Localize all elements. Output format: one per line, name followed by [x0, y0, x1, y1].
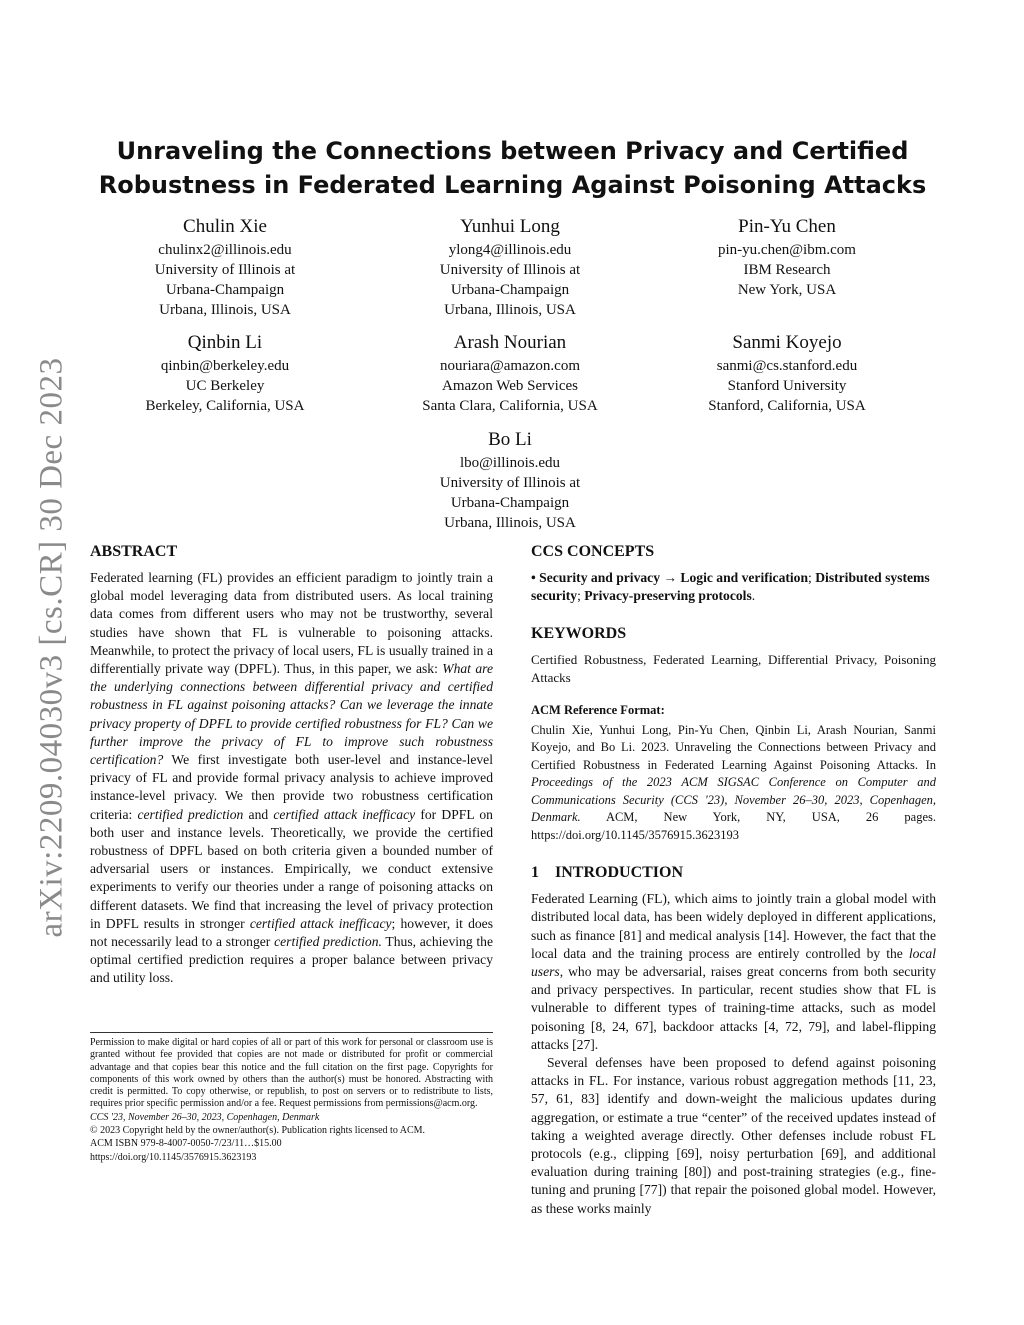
- author-name: Bo Li: [488, 429, 532, 450]
- author-email: lbo@illinois.edu: [459, 455, 561, 471]
- acm-reference-heading: ACM Reference Format:: [531, 703, 665, 718]
- author-name: Sanmi Koyejo: [732, 332, 842, 353]
- author-card: [90, 214, 360, 320]
- doi-link[interactable]: https://doi.org/10.1145/3576915.3623193: [90, 1151, 257, 1163]
- acm-reference-text: Chulin Xie, Yunhui Long, Pin-Yu Chen, Qinbin Li, Arash Nourian, Sanmi Koyejo, and Bo Li. 2023. Unraveling the Connections between Privacy and Certified Robustness in Federated Learning Against Poisoning Attacks. In Proceedings of the 2023 ACM SIGSAC Conference on Computer and Communications Security (CCS '23), November 26–30, 2023, Copenhagen, Denmark. ACM, New York, NY, USA, 26 pages. https://doi.org/10.1145/3576915.3623193: [531, 722, 936, 842]
- author-affiliation: Stanford University: [727, 378, 847, 394]
- isbn-line: ACM ISBN 979-8-4007-0050-7/23/11…$15.00: [90, 1138, 282, 1150]
- author-affiliation: Urbana-Champaign: [450, 495, 570, 511]
- author-name: Pin-Yu Chen: [738, 216, 836, 237]
- keywords-text: Certified Robustness, Federated Learning, Differential Privacy, Poisoning Attacks: [531, 652, 936, 686]
- keywords-section: [531, 623, 936, 687]
- author-affiliation: Urbana-Champaign: [450, 282, 570, 298]
- author-card: [375, 214, 645, 320]
- permission-notice: Permission to make digital or hard copies of all or part of this work for personal or classroom use is granted without fee provided that copies are not made or distributed for profit or commercial advantage and that copies bear this notice and the full citation on the first page. Copyrights for components of this work owned by others than the author(s) must be honored. Abstracting with credit is permitted. To copy otherwise, or republish, to post on servers or to redistribute to lists, requires prior specific permission and/or a fee. Request permissions from permissions@acm.org.: [90, 1037, 493, 1110]
- author-name: Arash Nourian: [453, 332, 567, 353]
- author-card: [375, 330, 645, 416]
- author-affiliation: Urbana-Champaign: [165, 282, 285, 298]
- author-location: Urbana, Illinois, USA: [159, 302, 291, 318]
- author-location: Urbana, Illinois, USA: [444, 515, 576, 531]
- author-affiliation: University of Illinois at: [154, 262, 296, 278]
- abstract-text: Federated learning (FL) provides an efficient paradigm to jointly train a global model leveraging data from distributed users. As local training data comes from different users who may not be trustworthy, several studies have shown that FL is vulnerable to poisoning attacks. Meanwhile, to protect the privacy of local users, FL is usually trained in a differentially private way (DPFL). Thus, in this paper, we ask: What are the underlying connections between differential privacy and certified robustness in FL against poisoning attacks? Can we leverage the innate privacy property of DPFL to provide certified robustness for FL? Can we further improve the privacy of FL to improve such robustness certification? We first investigate both user-level and instance-level privacy of FL and provide formal privacy analysis to achieve improved instance-level privacy. We then provide two robustness certification criteria: certified prediction and certified attack inefficacy for DPFL on both user and instance levels. Theoretically, we provide the certified robustness of DPFL based on both criteria given a bounded number of adversarial users or instances. Empirically, we conduct extensive experiments to verify our theories under a range of poisoning attacks on different datasets. We find that increasing the level of privacy protection in DPFL results in stronger certified attack inefficacy; however, it does not necessarily lead to a stronger certified prediction. Thus, achieving the optimal certified prediction requires a proper balance between privacy and utility loss.: [90, 570, 493, 986]
- author-name: Qinbin Li: [187, 332, 263, 353]
- keywords-heading: KEYWORDS: [531, 625, 627, 643]
- right-column: [531, 541, 936, 1232]
- author-email: chulinx2@illinois.edu: [158, 242, 292, 258]
- author-name: Yunhui Long: [460, 216, 560, 237]
- abstract-heading: ABSTRACT: [90, 543, 178, 560]
- arxiv-id-text: arXiv:2209.04030v3 [cs.CR] 30 Dec 2023: [33, 357, 70, 937]
- copyright-footnote: [90, 1032, 493, 1165]
- author-email: ylong4@illinois.edu: [448, 242, 572, 258]
- ccs-concepts-section: [531, 541, 936, 605]
- author-card: [90, 330, 360, 416]
- author-email: pin-yu.chen@ibm.com: [718, 242, 856, 258]
- author-location: New York, USA: [737, 282, 837, 298]
- intro-paragraph: Several defenses have been proposed to defend against poisoning attacks in FL. For instance, various robust aggregation methods [11, 23, 57, 61, 83] identify and down-weight the malicious updates during aggregation, or estimate a true “center” of the received updates instead of taking a weighted average directly. Other defenses include robust FL protocols (e.g., clipping [69], noisy perturbation [69], and additional evaluation during training [80]) and post-training strategies (e.g., fine-tuning and pruning [77]) that repair the poisoned global model. However, as these works mainly: [531, 1054, 936, 1216]
- author-location: Berkeley, California, USA: [145, 398, 305, 414]
- conference-line: CCS '23, November 26–30, 2023, Copenhagen, Denmark: [90, 1111, 320, 1123]
- author-affiliation: UC Berkeley: [185, 378, 265, 394]
- author-card: [652, 214, 922, 300]
- introduction-section: [531, 862, 936, 1218]
- author-location: Stanford, California, USA: [708, 398, 866, 414]
- author-location: Santa Clara, California, USA: [422, 398, 598, 414]
- author-affiliation: IBM Research: [743, 262, 831, 278]
- author-affiliation: University of Illinois at: [439, 475, 581, 491]
- author-name: Chulin Xie: [183, 216, 267, 237]
- paper-title: Unraveling the Connections between Privacy and Certified Robustness in Federated Learning Against Poisoning Attacks: [98, 137, 927, 199]
- introduction-heading: 1 INTRODUCTION: [531, 864, 684, 882]
- arxiv-side-label: [25, 352, 79, 942]
- left-column: [90, 541, 493, 988]
- copyright-line: © 2023 Copyright held by the owner/author(s). Publication rights licensed to ACM.: [90, 1125, 426, 1137]
- author-location: Urbana, Illinois, USA: [444, 302, 576, 318]
- ccs-concepts-text: • Security and privacy → Logic and verification; Distributed systems security; Privacy-preserving protocols.: [531, 570, 930, 604]
- author-email: qinbin@berkeley.edu: [160, 358, 290, 374]
- author-card: [375, 427, 645, 533]
- acm-reference-section: [531, 701, 936, 844]
- ccs-heading: CCS CONCEPTS: [531, 543, 655, 560]
- author-email: sanmi@cs.stanford.edu: [716, 358, 858, 374]
- author-affiliation: Amazon Web Services: [442, 378, 578, 394]
- author-email: nouriara@amazon.com: [439, 358, 580, 374]
- author-card: [652, 330, 922, 416]
- author-affiliation: University of Illinois at: [439, 262, 581, 278]
- intro-paragraph: Federated Learning (FL), which aims to jointly train a global model with distributed local data, has been widely deployed in different applications, such as finance [81] and medical analysis [14]. However, the fact that the local data and the training process are entirely controlled by the local users, who may be adversarial, raises great concerns from both security and privacy perspectives. In particular, recent studies show that FL is vulnerable to different types of training-time attacks, such as model poisoning [8, 24, 67], backdoor attacks [4, 72, 79], and label-flipping attacks [27].: [531, 891, 936, 1052]
